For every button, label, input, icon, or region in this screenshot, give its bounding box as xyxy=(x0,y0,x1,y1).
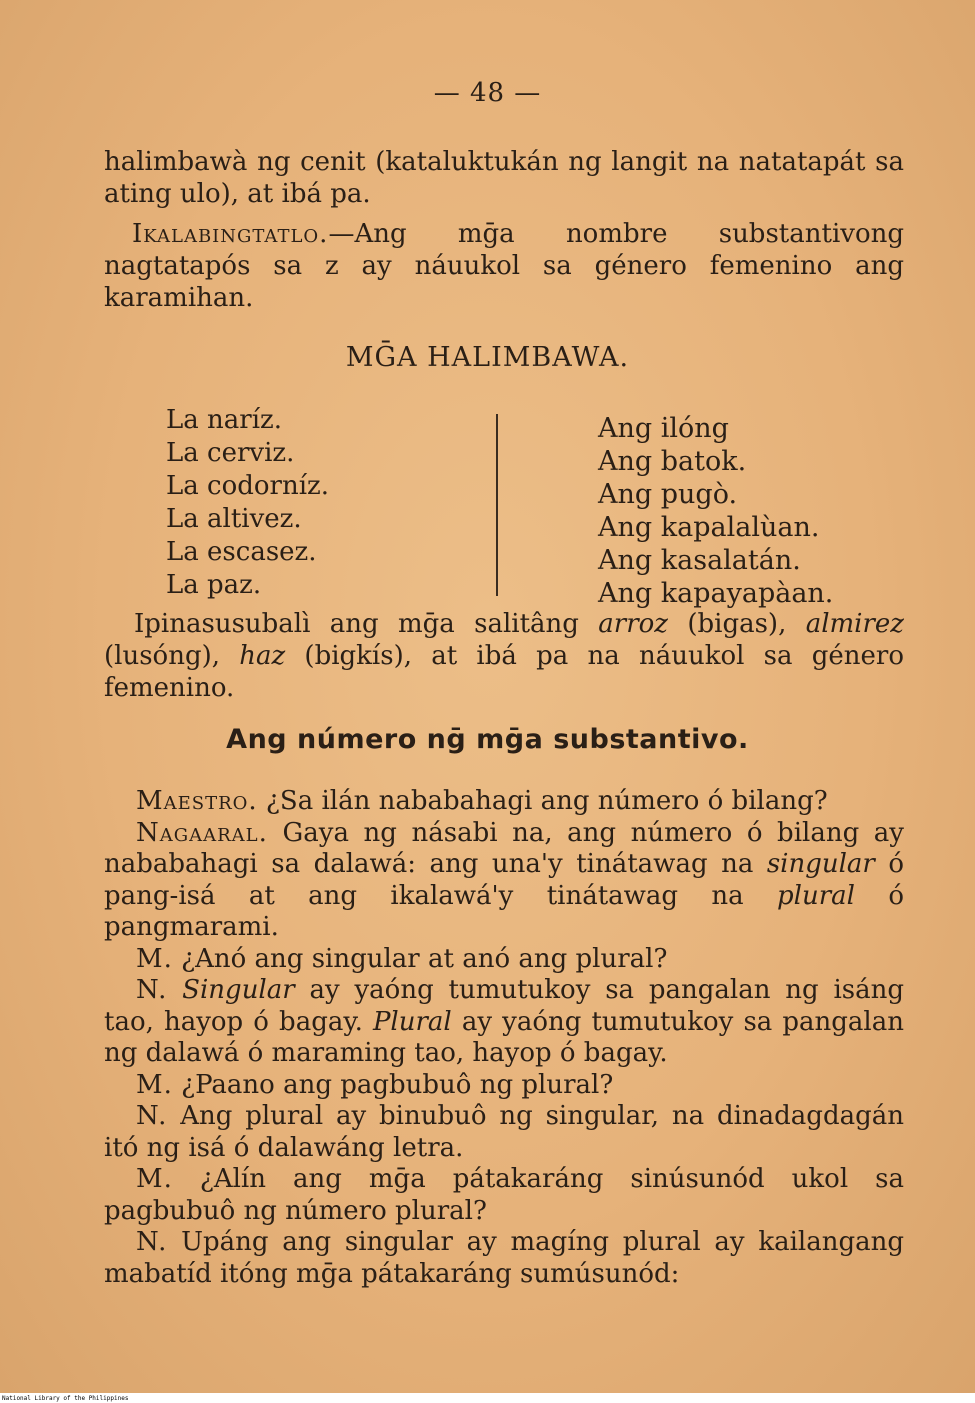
dialog xyxy=(104,786,904,1290)
italic-term: singular xyxy=(766,849,875,879)
dialog-line xyxy=(104,944,904,976)
rule-paragraph xyxy=(104,218,904,314)
example-spanish: La cerviz. xyxy=(166,438,295,468)
dialog-text xyxy=(167,975,182,1005)
exceptions-text: Ipinasusubalì ang mḡa salitâng xyxy=(134,609,599,639)
dialog-line xyxy=(104,1070,904,1102)
example-spanish: La escasez. xyxy=(166,537,317,567)
exception-word: haz xyxy=(239,641,286,671)
example-tagalog: Ang kapayapàan. xyxy=(598,578,834,609)
page-number: — 48 — xyxy=(433,78,542,108)
dialog-line xyxy=(104,818,904,944)
dialog-text: ó pang-isá at ang ikalawá'y tinátawag na xyxy=(104,849,905,911)
dialog-text: Upáng ang singular ay magíng plural ay kailangang mabatíd itóng mḡa pátakaráng sumúsunód: xyxy=(104,1227,904,1289)
section-title: Ang número nḡ mḡa substantivo. xyxy=(226,724,749,755)
italic-term: Singular xyxy=(182,975,295,1005)
column-divider xyxy=(496,414,498,596)
examples-heading: MḠA HALIMBAWA. xyxy=(345,342,630,373)
dialog-line xyxy=(104,1227,904,1290)
dialog-line xyxy=(104,786,904,818)
example-spanish: La naríz. xyxy=(166,405,282,435)
example-spanish: La paz. xyxy=(166,570,262,600)
rule-lead: Ikalabingtatlo. xyxy=(132,219,329,249)
exception-word: arroz xyxy=(598,609,668,639)
exceptions-paragraph xyxy=(104,608,904,704)
dialog-line xyxy=(104,1101,904,1164)
dialog-text: ¿Paano ang pagbubuô ng plural? xyxy=(172,1069,614,1100)
dialog-text: Gaya ng násabi na, ang número ó bilang ay nababahagi sa dalawá: ang una'y tinátawag na xyxy=(104,817,904,879)
intro-text: halimbawà ng cenit (kataluktukán ng langit na natatapát sa ating ulo), at ibá pa. xyxy=(104,147,904,209)
dialog-line xyxy=(104,975,904,1070)
example-tagalog: Ang batok. xyxy=(598,446,747,477)
example-tagalog: Ang ilóng xyxy=(598,413,729,444)
speaker-label: Maestro. xyxy=(136,786,258,816)
speaker-label: M. xyxy=(136,943,173,974)
speaker-label: M. xyxy=(136,1164,173,1194)
dialog-text: ay yaóng tumutukoy sa pangalan ng isáng tao, hayop ó bagay. xyxy=(104,975,904,1037)
examples-spanish-column xyxy=(166,404,329,602)
speaker-label: N. xyxy=(136,975,168,1005)
speaker-label: N. xyxy=(136,1101,168,1131)
example-tagalog: Ang pugò. xyxy=(598,479,738,510)
example-spanish: La codorníz. xyxy=(166,471,329,501)
examples-table xyxy=(0,404,975,609)
example-tagalog: Ang kapalalùan. xyxy=(598,512,820,543)
dialog-text: Ang plural ay binubuô ng singular, na dinadagdagán itó ng isá ó dalawáng letra. xyxy=(104,1101,904,1163)
exceptions-text: (bigas), xyxy=(668,609,806,639)
italic-term: plural xyxy=(777,880,855,911)
speaker-label: N. xyxy=(136,1227,168,1257)
exceptions-text: (bigkís), at ibá pa na náuukol sa género femenino. xyxy=(104,641,904,703)
dialog-text: ¿Anó ang singular at anó ang plural? xyxy=(172,943,668,974)
rule-text: —Ang mḡa nombre substantivong nagtatapós sa z ay náuukol sa género femenino ang karamihan. xyxy=(104,219,904,313)
library-footer: National Library of the Philippines xyxy=(0,1394,975,1403)
examples-tagalog-column xyxy=(598,412,833,610)
intro-paragraph xyxy=(104,146,904,210)
dialog-text: ¿Sa ilán nababahagi ang número ó bilang? xyxy=(257,786,828,816)
italic-term: Plural xyxy=(372,1006,452,1037)
dialog-text: ó pangmarami. xyxy=(104,880,904,942)
speaker-label: M. xyxy=(136,1069,173,1100)
exceptions-text: (lusóng), xyxy=(104,641,240,671)
example-spanish: La altivez. xyxy=(166,504,302,534)
speaker-label: Nagaaral. xyxy=(136,817,268,848)
example-tagalog: Ang kasalatán. xyxy=(598,545,801,576)
dialog-text: ay yaóng tumutukoy sa pangalan ng dalawá ó maraming tao, hayop ó bagay. xyxy=(104,1006,904,1068)
dialog-text: ¿Alín ang mḡa pátakaráng sinúsunód ukol sa pagbubuô ng número plural? xyxy=(104,1164,904,1226)
exception-word: almirez xyxy=(805,609,904,639)
dialog-line xyxy=(104,1164,904,1227)
